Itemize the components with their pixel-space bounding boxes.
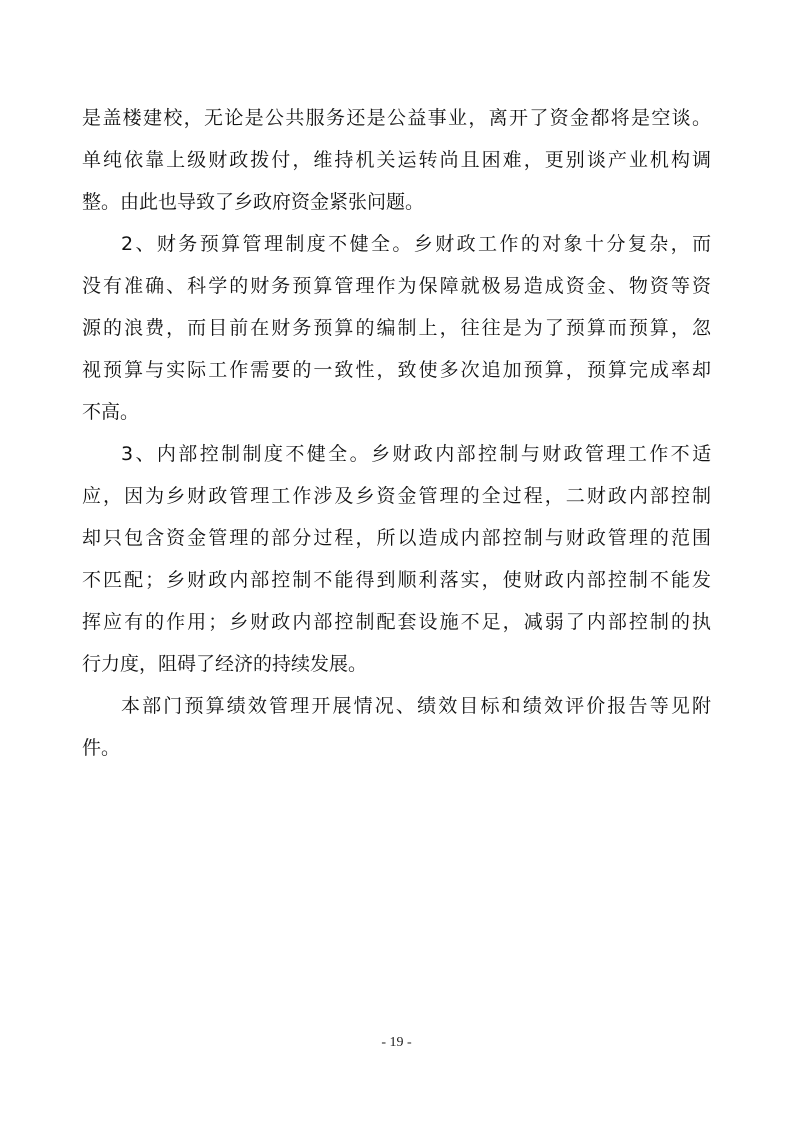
paragraph-3-line-3: 却只包含资金管理的部分过程，所以造成内部控制与财政管理的范围 — [82, 527, 714, 549]
paragraph-4-line-2: 件。 — [82, 737, 121, 759]
paragraph-2-line-5: 不高。 — [82, 401, 140, 423]
paragraph-3-line-5: 挥应有的作用；乡财政内部控制配套设施不足，减弱了内部控制的执 — [82, 611, 714, 633]
paragraph-1-line-3: 整。由此也导致了乡政府资金紧张问题。 — [82, 191, 425, 213]
paragraph-2-line-2: 没有准确、科学的财务预算管理作为保障就极易造成资金、物资等资 — [82, 275, 714, 297]
paragraph-2-line-1: 2、财务预算管理制度不健全。乡财政工作的对象十分复杂，而 — [121, 233, 714, 255]
paragraph-3-line-4: 不匹配；乡财政内部控制不能得到顺利落实，使财政内部控制不能发 — [82, 569, 714, 591]
paragraph-3-line-1: 3、内部控制制度不健全。乡财政内部控制与财政管理工作不适 — [121, 443, 714, 465]
paragraph-1-line-2: 单纯依靠上级财政拨付，维持机关运转尚且困难，更别谈产业机构调 — [82, 149, 714, 171]
paragraph-2-line-3: 源的浪费，而目前在财务预算的编制上，往往是为了预算而预算，忽 — [82, 317, 714, 339]
paragraph-4-line-1: 本部门预算绩效管理开展情况、绩效目标和绩效评价报告等见附 — [121, 695, 714, 717]
paragraph-1-line-1: 是盖楼建校，无论是公共服务还是公益事业，离开了资金都将是空谈。 — [82, 107, 713, 129]
paragraph-3-line-6: 行力度，阻碍了经济的持续发展。 — [82, 653, 368, 675]
paragraph-2-line-4: 视预算与实际工作需要的一致性，致使多次追加预算，预算完成率却 — [82, 359, 714, 381]
page-number: - 19 - — [381, 1035, 412, 1050]
paragraph-3-line-2: 应，因为乡财政管理工作涉及乡资金管理的全过程，二财政内部控制 — [82, 485, 714, 507]
